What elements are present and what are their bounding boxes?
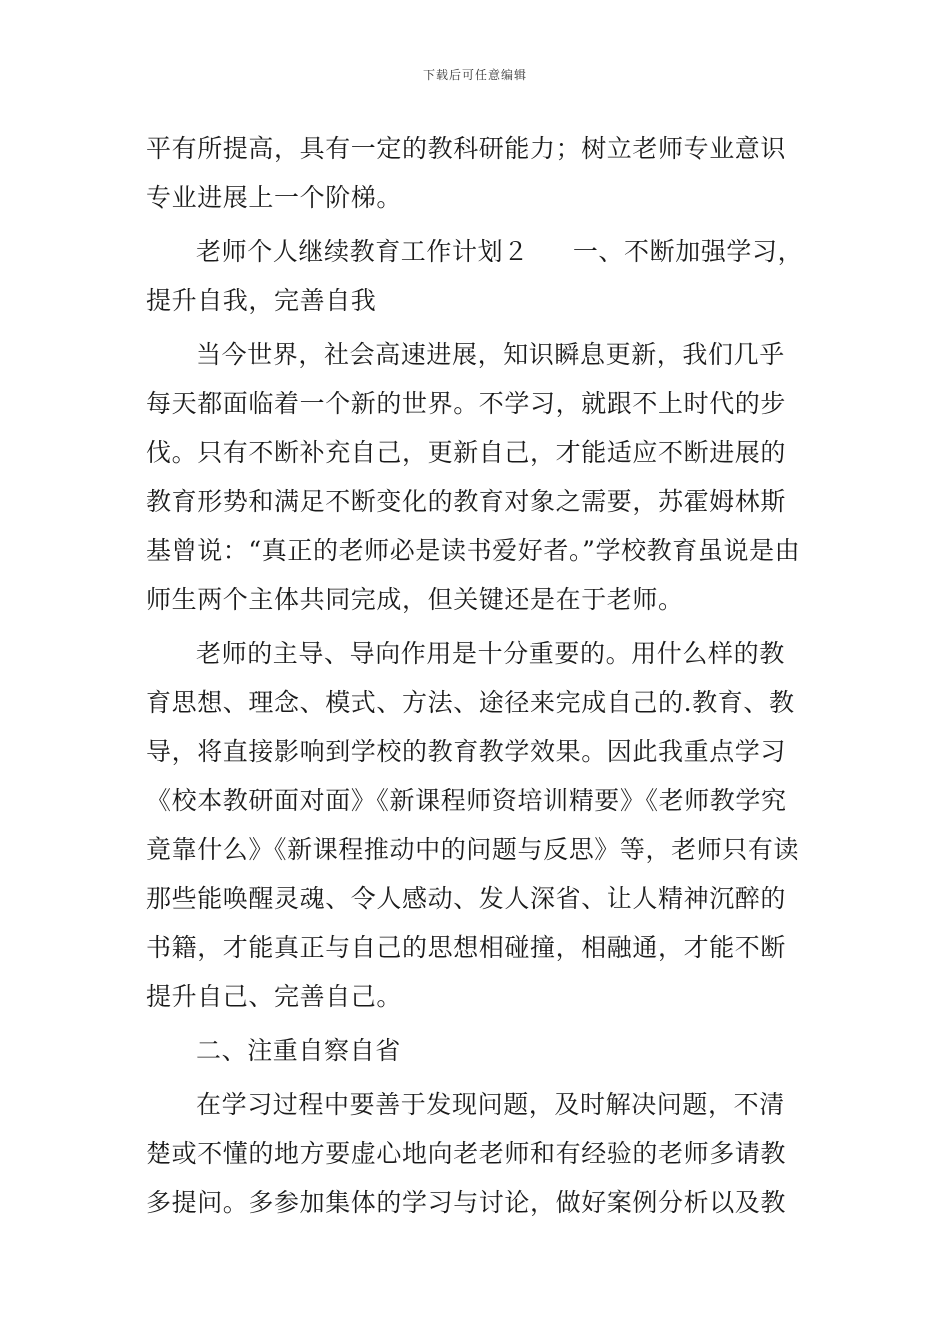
header-note: 下载后可任意编辑 [422,68,527,82]
paragraph-learning: 当今世界，社会高速进展，知识瞬息更新，我们几乎每天都面临着一个新的世界。不学习，就跟不上时代的步伐。只有不断补充自己，更新自己，才能适应不断进展的教育形势和满足不断变化的教育对象之需要，苏霍姆林斯基曾说：“真正的老师必是读书爱好者。”学校教育虽说是由师生两个主体共同完成，但关键还是在于老师。 [146,340,801,614]
plan-title: 老师个人继续教育工作计划２ [196,237,529,266]
plan-title-paragraph [146,227,810,325]
section-heading-1: 一、不断加强学习，提升自我，完善自我 [146,237,804,315]
section-heading-2: 二、注重自察自省 [196,1036,401,1065]
document-body [146,124,810,1232]
paragraph-self-reflection: 在学习过程中要善于发现问题，及时解决问题，不清楚或不懂的地方要虚心地向老老师和有经验的老师多请教多提问。多参加集体的学习与讨论，做好案例分析以及教 [146,1090,787,1217]
paragraph-continuation: 平有所提高，具有一定的教科研能力；树立老师专业意识专业进展上一个阶梯。 [146,134,787,212]
paragraph-teacher-role: 老师的主导、导向作用是十分重要的。用什么样的教育思想、理念、模式、方法、途径来完成自己的.教育、教导，将直接影响到学校的教育教学效果。因此我重点学习《校本教研面对面》《新课程师资培训精要》《老师教学究竟靠什么》《新课程推动中的问题与反思》等，老师只有读那些能唤醒灵魂、令人感动、发人深省、让人精神沉醉的书籍，才能真正与自己的思想相碰撞，相融通，才能不断提升自己、完善自己。 [146,639,800,1011]
